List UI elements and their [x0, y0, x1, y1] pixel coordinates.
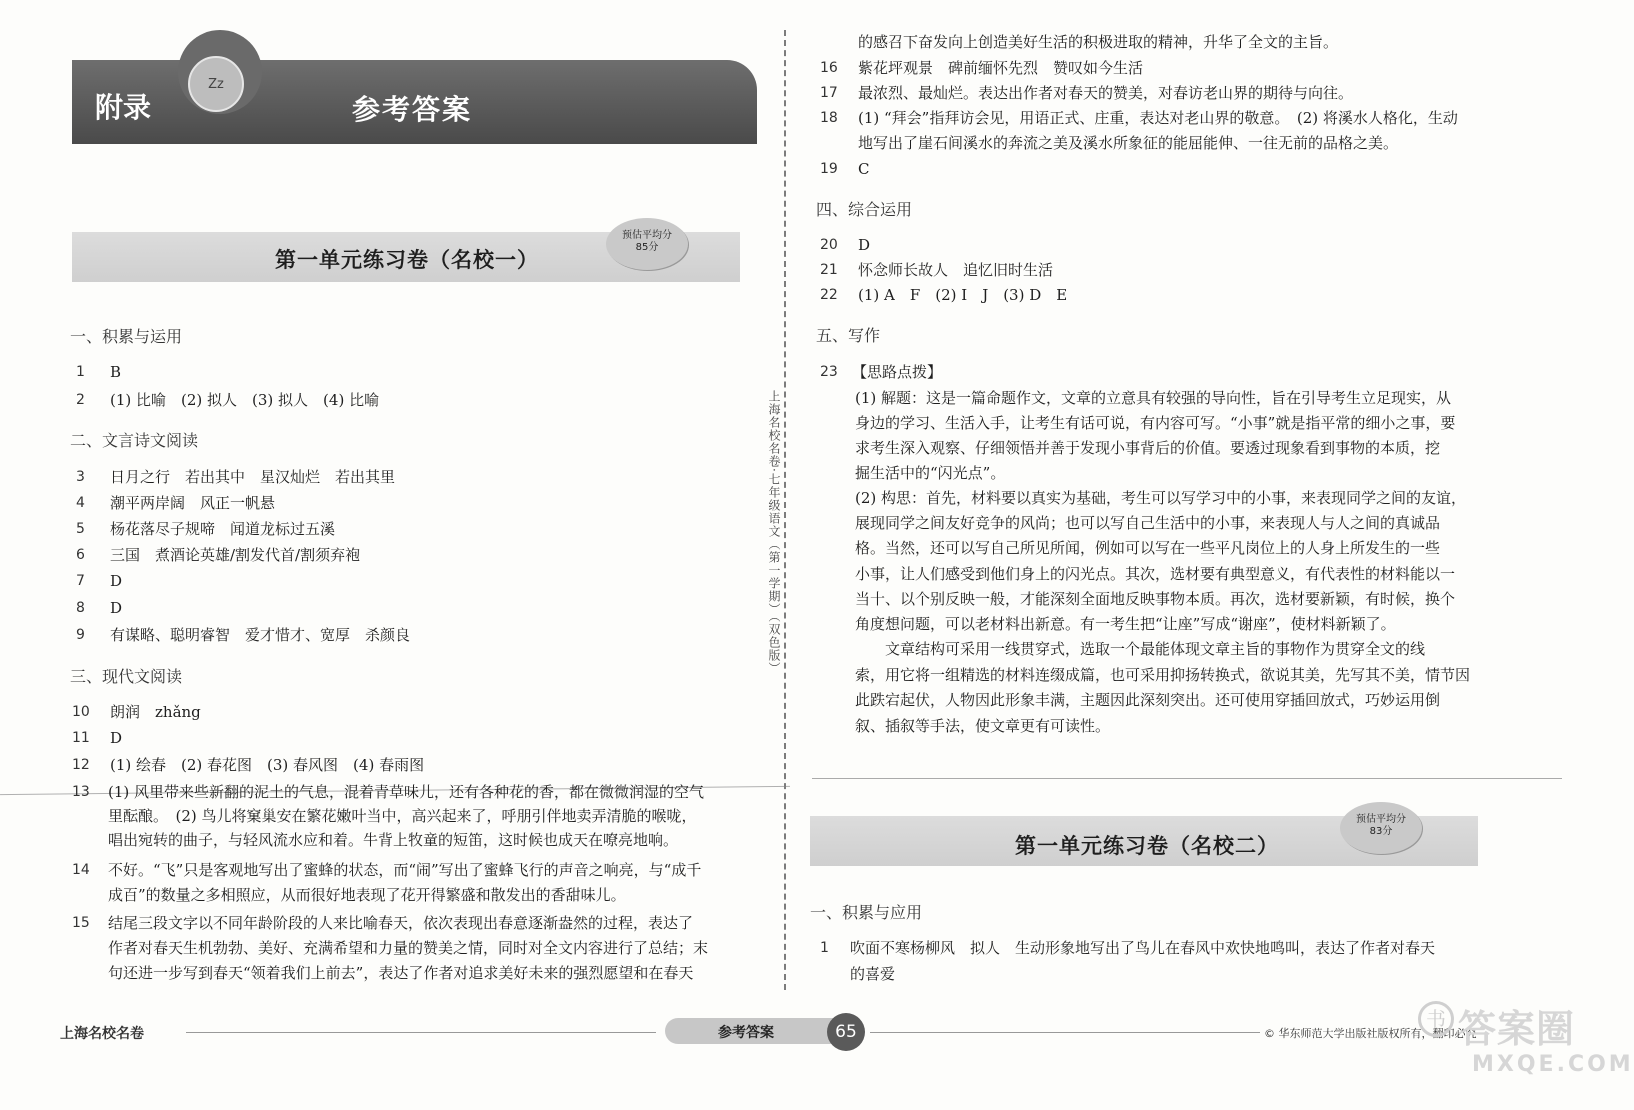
- answer-text: (1) 比喻 (2) 拟人 (3) 拟人 (4) 比喻: [110, 391, 380, 409]
- question-number: 23: [820, 364, 838, 380]
- question-number: 16: [820, 60, 838, 76]
- question-number: 1: [820, 940, 829, 956]
- question-number: 4: [76, 495, 85, 511]
- unit2-title: 第一单元练习卷（名校二）: [1015, 833, 1279, 858]
- unit1-badge-label: 预估平均分: [622, 230, 672, 241]
- question-number: 20: [820, 237, 838, 253]
- unit2-badge-score: 83分: [1369, 826, 1393, 837]
- question-number: 15: [72, 915, 90, 931]
- section-heading: 四、综合运用: [816, 200, 913, 219]
- question-number: 7: [76, 573, 85, 589]
- answer-text: 成百”的数量之多相照应，从而很好地表现了花开得繁盛和散发出的香甜味儿。: [108, 886, 626, 904]
- question-number: 2: [76, 392, 85, 408]
- question-number: 19: [820, 161, 838, 177]
- answer-text: (1) 解题：这是一篇命题作文，文章的立意具有较强的导向性，旨在引导考生立足现实，从: [855, 389, 1452, 407]
- head-silhouette-icon: [188, 56, 244, 112]
- left-page: [0, 0, 790, 1110]
- answer-text: 文章结构可采用一线贯穿式，选取一个最能体现文章主旨的事物作为贯穿全文的线: [885, 640, 1426, 658]
- answer-text: (1) A F (2) I J (3) D E: [858, 286, 1068, 304]
- answer-text: D: [110, 572, 123, 590]
- answer-text: 小事，让人们感受到他们身上的闪光点。其次，选材要有典型意义，有代表性的材料能以一: [855, 565, 1456, 583]
- question-number: 18: [820, 110, 838, 126]
- fold-divider: [784, 30, 786, 990]
- answer-text: (1) 绘春 (2) 春花图 (3) 春风图 (4) 春雨图: [110, 756, 425, 774]
- footer-rule-right: [870, 1032, 1260, 1033]
- appendix-label: 附录: [95, 91, 152, 124]
- answer-text: 紫花坪观景 碑前缅怀先烈 赞叹如今生活: [858, 59, 1144, 77]
- section-heading: 一、积累与运用: [70, 327, 183, 346]
- book-icon: 书: [1418, 1001, 1454, 1037]
- question-number: 12: [72, 757, 90, 773]
- unit1-title: 第一单元练习卷（名校一）: [275, 247, 539, 272]
- answer-text: 地写出了崖石间溪水的奔流之美及溪水所象征的能屈能伸、一往无前的品格之美。: [858, 134, 1399, 152]
- answer-text: 结尾三段文字以不同年龄阶段的人来比喻春天，依次表现出春意逐渐盎然的过程，表达了: [108, 914, 694, 932]
- answer-text: 最浓烈、最灿烂。表达出作者对春天的赞美，对春访老山界的期待与向往。: [858, 84, 1354, 102]
- question-number: 21: [820, 262, 838, 278]
- section-heading: 二、文言诗文阅读: [70, 431, 199, 450]
- answer-text: B: [110, 363, 122, 381]
- answer-text: (1) 风里带来些新翻的泥土的气息，混着青草味儿，还有各种花的香，都在微微润湿的空气: [108, 783, 705, 801]
- answer-text: D: [110, 599, 123, 617]
- appendix-icon-text: Zz: [208, 76, 224, 92]
- section-heading: 五、写作: [816, 326, 881, 345]
- section-heading: 一、积累与应用: [810, 903, 923, 922]
- unit2-score-badge: [1340, 802, 1422, 854]
- answer-text: 有谋略、聪明睿智 爱才惜才、宽厚 杀颜良: [110, 626, 411, 644]
- question-number: 13: [72, 784, 90, 800]
- answer-text: 求考生深入观察、仔细领悟并善于发现小事背后的价值。要透过现象看到事物的本质，挖: [855, 439, 1441, 457]
- answer-text: 当十、以个别反映一般，才能深刻全面地反映事物本质。再次，选材要新颖，有时候，换个: [855, 590, 1456, 608]
- question-number: 10: [72, 704, 90, 720]
- answer-text: 怀念师长故人 追忆旧时生活: [858, 261, 1054, 279]
- answer-text: 不好。“飞”只是客观地写出了蜜蜂的状态，而“闹”写出了蜜蜂飞行的声音之响亮，与“成千: [108, 861, 702, 879]
- question-number: 14: [72, 862, 90, 878]
- question-number: 9: [76, 627, 85, 643]
- answer-text: 叙、插叙等手法，使文章更有可读性。: [855, 717, 1111, 735]
- section-heading: 三、现代文阅读: [70, 667, 183, 686]
- answer-text: 吹面不寒杨柳风 拟人 生动形象地写出了鸟儿在春风中欢快地鸣叫，表达了作者对春天: [850, 939, 1436, 957]
- unit2-badge-label: 预估平均分: [1356, 814, 1406, 825]
- watermark-logo: 答案圈: [1458, 1007, 1576, 1051]
- answer-text: 作者对春天生机勃勃、美好、充满希望和力量的赞美之情，同时对全文内容进行了总结；末: [108, 939, 709, 957]
- section-divider: [812, 778, 1562, 779]
- question-number: 6: [76, 547, 85, 563]
- answer-text: 三国 煮酒论英雄/割发代首/割须弃袍: [110, 546, 361, 564]
- answer-text: 唱出宛转的曲子，与轻风流水应和着。牛背上牧童的短笛，这时候也成天在嘹亮地响。: [108, 831, 679, 849]
- page-number: 65: [827, 1013, 865, 1051]
- answer-text: 杨花落尽子规啼 闻道龙标过五溪: [110, 520, 336, 538]
- answer-text: 格。当然，还可以写自己所见所闻，例如可以写在一些平凡岗位上的人身上所发生的一些: [855, 539, 1441, 557]
- answer-text: 潮平两岸阔 风正一帆悬: [110, 494, 276, 512]
- answer-text: 的喜爱: [850, 965, 896, 983]
- answer-text: D: [858, 236, 871, 254]
- watermark-url: MXQE.COM: [1472, 1052, 1634, 1077]
- unit1-badge-score: 85分: [635, 242, 659, 253]
- question-number: 3: [76, 469, 85, 485]
- answer-text: 句还进一步写到春天“领着我们上前去”，表达了作者对追求美好未来的强烈愿望和在春天: [108, 964, 694, 982]
- footer-rule-left: [186, 1032, 656, 1033]
- appendix-title: 参考答案: [352, 93, 473, 126]
- question-number: 8: [76, 600, 85, 616]
- answer-text: (2) 构思：首先，材料要以真实为基础，考生可以写学习中的小事，来表现同学之间的友谊，: [855, 489, 1467, 507]
- answer-text: 朗润 zhǎng: [110, 703, 201, 721]
- answer-text: (1) “拜会”指拜访会见，用语正式、庄重，表达对老山界的敬意。 (2) 将溪水人格化，生动: [858, 109, 1458, 127]
- answer-text: 里酝酿。 (2) 鸟儿将窠巢安在繁花嫩叶当中，高兴起来了，呼朋引伴地卖弄清脆的喉咙，: [108, 807, 697, 825]
- unit1-score-badge: [606, 218, 688, 270]
- answer-text: 【思路点拨】: [852, 363, 943, 381]
- question-number: 5: [76, 521, 85, 537]
- answer-text: 角度想问题，可以老材料出新意。有一考生把“让座”写成“谢座”，使材料新颖了。: [855, 615, 1396, 633]
- answer-text: 此跌宕起伏，人物因此形象丰满，主题因此深刻突出。还可使用穿插回放式，巧妙运用倒: [855, 691, 1441, 709]
- answer-text: 身边的学习、生活入手，让考生有话可说，有内容可写。“小事”就是指平常的细小之事，要: [855, 414, 1456, 432]
- answer-text: 日月之行 若出其中 星汉灿烂 若出其里: [110, 468, 396, 486]
- question-number: 17: [820, 85, 838, 101]
- question-number: 22: [820, 287, 838, 303]
- answer-text: 的感召下奋发向上创造美好生活的积极进取的精神，升华了全文的主旨。: [858, 33, 1339, 51]
- answer-text: 索，用它将一组精选的材料连缀成篇，也可采用抑扬转换式，欲说其美，先写其不美，情节因: [855, 666, 1471, 684]
- answer-text: C: [858, 160, 870, 178]
- footer-section-label: 参考答案: [718, 1025, 774, 1041]
- footer-book-title: 上海名校名卷: [60, 1026, 144, 1042]
- answer-text: 掘生活中的“闪光点”。: [855, 464, 1006, 482]
- side-note: 上海名校名卷·七年级语文（第一学期）（双色版）: [767, 390, 781, 675]
- question-number: 1: [76, 364, 85, 380]
- footer-copyright: © 华东师范大学出版社版权所有，翻印必究: [1264, 1027, 1477, 1040]
- answer-text: 展现同学之间友好竞争的风尚；也可以写自己生活中的小事，来表现人与人之间的真诚品: [855, 514, 1441, 532]
- answer-text: D: [110, 729, 123, 747]
- question-number: 11: [72, 730, 90, 746]
